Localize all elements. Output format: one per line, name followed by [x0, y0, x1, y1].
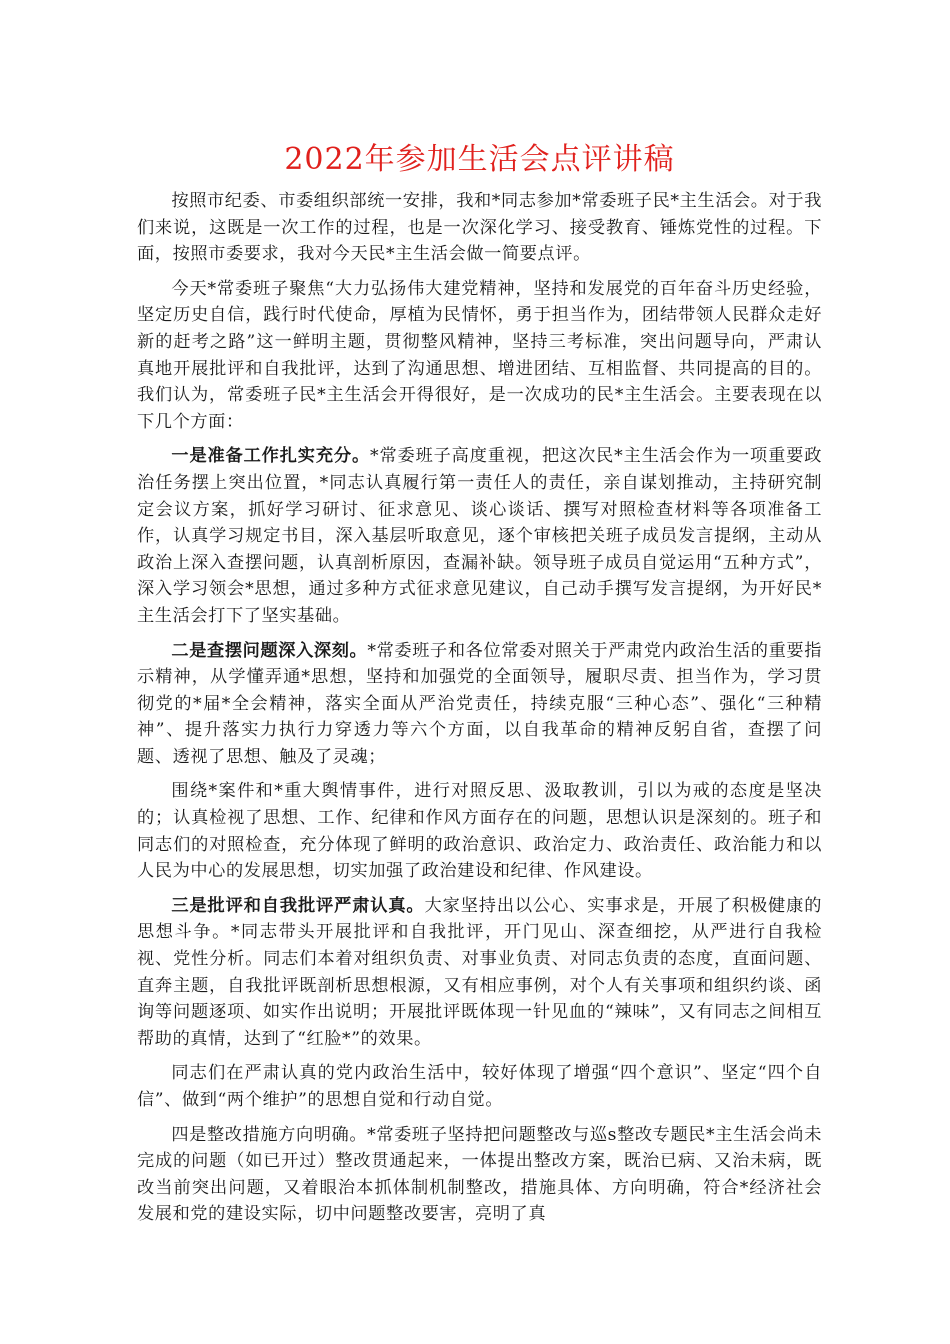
paragraph-3: [137, 443, 822, 629]
paragraph-lead: 二是查摆问题深入深刻。: [171, 640, 368, 661]
paragraph-text: 按照市纪委、市委组织部统一安排，我和*同志参加*常委班子民*主生活会。对于我们来说，这既是一次工作的过程，也是一次深化学习、接受教育、锤炼党性的过程。下面，按照市委要求，我对今天民*主生活会做一简要点评。: [137, 191, 822, 265]
paragraph-6: [137, 893, 822, 1053]
paragraph-text: 同志们在严肃认真的党内政治生活中，较好体现了增强“四个意识”、坚定“四个自信”、做到“两个维护”的思想自觉和行动自觉。: [137, 1063, 822, 1110]
paragraph-text: 今天*常委班子聚焦“大力弘扬伟大建党精神，坚持和发展党的百年奋斗历史经验，坚定历史自信，践行时代使命，厚植为民情怀，勇于担当作为，团结带领人民群众走好新的赶考之路”这一鲜明主题，贯彻整风精神，坚持三考标准，突出问题导向，严肃认真地开展批评和自我批评，达到了沟通思想、增进团结、互相监督、共同提高的目的。我们认为，常委班子民*主生活会开得很好，是一次成功的民*主生活会。主要表现在以下几个方面：: [137, 278, 822, 432]
document-title: 2022年参加生活会点评讲稿: [284, 142, 675, 177]
paragraph-lead: 三是批评和自我批评严肃认真。: [171, 895, 425, 916]
paragraph-8: [137, 1122, 822, 1228]
paragraph-text: 围绕*案件和*重大舆情事件，进行对照反思、汲取教训，引以为戒的态度是坚决的；认真检视了思想、工作、纪律和作风方面存在的问题，思想认识是深刻的。班子和同志们的对照检查，充分体现了鲜明的政治意识、政治定力、政治责任、政治能力和以人民为中心的发展思想，切实加强了政治建设和纪律、作风建设。: [137, 781, 822, 882]
paragraph-2: [137, 276, 822, 436]
paragraph-text: 四是整改措施方向明确。*常委班子坚持把问题整改与巡s整改专题民*主生活会尚未完成的问题（如已开过）整改贯通起来，一体提出整改方案，既治已病、又治未病，既改当前突出问题，又着眼治本抓体制机制整改，措施具体、方向明确，符合*经济社会发展和党的建设实际，切中问题整改要害，亮明了真: [137, 1124, 822, 1225]
paragraph-1: [137, 188, 822, 268]
paragraph-7: [137, 1060, 822, 1113]
paragraph-text: *常委班子高度重视，把这次民*主生活会作为一项重要政治任务摆上突出位置，*同志认真履行第一责任人的责任，亲自谋划推动，主持研究制定会议方案，抓好学习研讨、征求意见、谈心谈话、撰写对照检查材料等各项准备工作，认真学习规定书目，深入基层听取意见，逐个审核把关班子成员发言提纲，主动从政治上深入查摆问题，认真剖析原因，查漏补缺。领导班子成员自觉运用“五种方式”，深入学习领会*思想，通过多种方式征求意见建议，自己动手撰写发言提纲，为开好民*主生活会打下了坚实基础。: [137, 446, 822, 626]
paragraph-4: [137, 638, 822, 771]
paragraph-5: [137, 778, 822, 884]
paragraph-text: 大家坚持出以公心、实事求是，开展了积极健康的思想斗争。*同志带头开展批评和自我批评，开门见山、深查细挖，从严进行自我检视、党性分析。同志们本着对组织负责、对事业负责、对同志负责的态度，直面问题、直奔主题，自我批评既剖析思想根源，又有相应事例，对个人有关事项和组织约谈、函询等问题逐项、如实作出说明；开展批评既体现一针见血的“辣味”，又有同志之间相互帮助的真情，达到了“红脸*”的效果。: [137, 895, 823, 1049]
paragraph-text: *常委班子和各位常委对照关于严肃党内政治生活的重要指示精神，从学懂弄通*思想，坚持和加强党的全面领导，履职尽责、担当作为，学习贯彻党的*届*全会精神，落实全面从严治党责任，持续克服“三种心态”、强化“三种精神”、提升落实力执行力穿透力等六个方面，以自我革命的精神反躬自省，查摆了问题、透视了思想、触及了灵魂；: [137, 640, 822, 767]
paragraph-lead: 一是准备工作扎实充分。: [171, 446, 370, 467]
